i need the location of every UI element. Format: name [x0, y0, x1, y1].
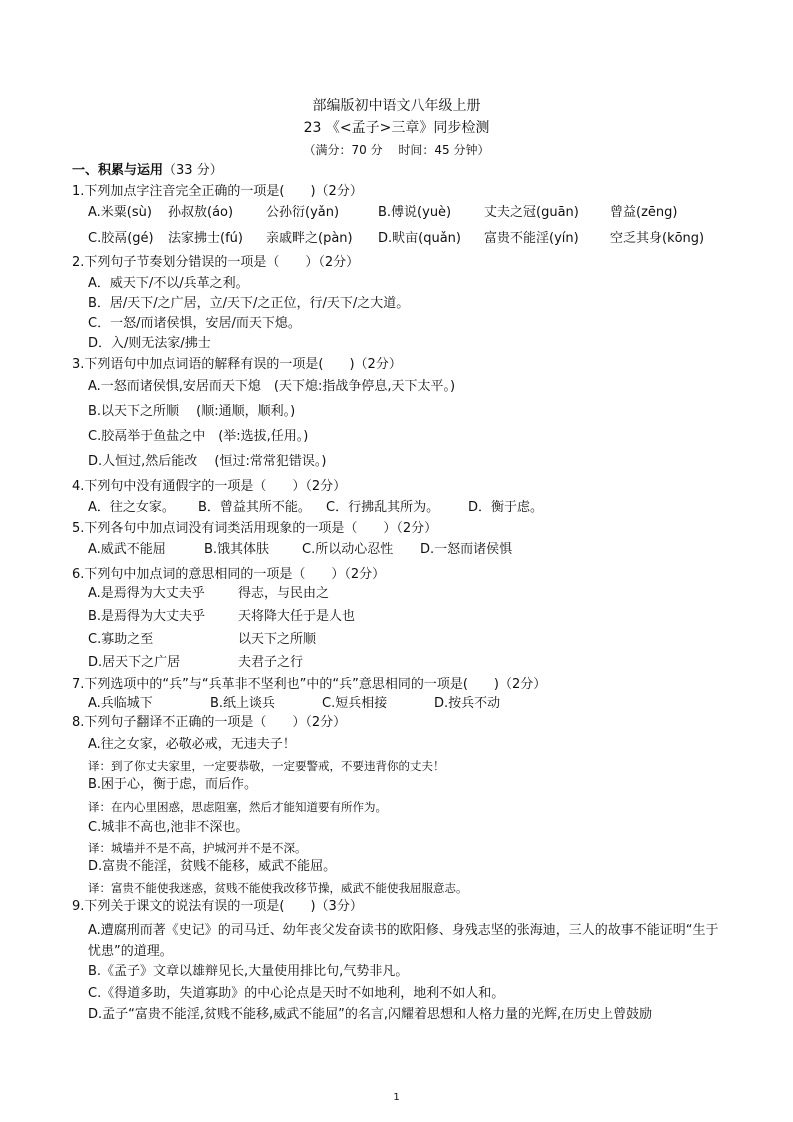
q8-source-sentence: A.往之女家，必敬必戒，无违夫子！	[88, 737, 296, 752]
q6-option-sentence: A.是焉得为大丈夫乎	[88, 586, 205, 601]
q6-option-row	[88, 655, 728, 671]
question-8-stem: 8.下列句子翻译不正确的一项是（ ）（2分）	[72, 715, 347, 730]
q1-item: 公孙衍(yǎn)	[266, 205, 340, 220]
q8-source-sentence: D.富贵不能淫，贫贱不能移，威武不能屈。	[88, 859, 337, 874]
q9-option-b: B.《孟子》文章以雄辩见长,大量使用排比句,气势非凡。	[88, 964, 409, 979]
q8-translation: 译：城墙并不是不高，护城河并不是不深。	[88, 841, 307, 855]
section-points: （33 分）	[163, 163, 223, 178]
question-7-stem: 7.下列选项中的“兵”与“兵革非不坚利也”中的“兵”意思相同的一项是( )（2分）	[72, 677, 547, 692]
q3-option: A.一怒而诸侯惧,安居而天下熄 (天下熄:指战争停息,天下太平。)	[88, 379, 456, 394]
q7-option: B.纸上谈兵	[210, 696, 276, 711]
q1-item: 孙叔敖(áo)	[168, 205, 234, 220]
question-1-stem: 1.下列加点字注音完全正确的一项是( )（2分）	[72, 184, 363, 199]
q3-option: C.胶鬲举于鱼盐之中 (举:选拔,任用。)	[88, 429, 309, 444]
q5-option: D.一怒而诸侯惧	[420, 542, 513, 557]
question-3-stem: 3.下列语句中加点词语的解释有误的一项是( )（2分）	[72, 357, 402, 372]
q6-option-sentence: C.寡助之至	[88, 632, 154, 647]
question-7-options	[88, 696, 728, 712]
q5-option: B.饿其体肤	[204, 542, 270, 557]
question-5-options	[88, 542, 728, 558]
q6-option-compare: 夫君子之行	[238, 655, 304, 670]
question-2-stem: 2.下列句子节奏划分错误的一项是（ ）（2分）	[72, 255, 360, 270]
q1-item: 丈夫之冠(guān)	[484, 205, 579, 220]
section-heading	[72, 163, 223, 179]
section-title: 一、积累与运用	[72, 163, 164, 178]
q4-option: C．行拂乱其所为。	[326, 500, 440, 515]
q6-option-compare: 以天下之所顺	[238, 632, 317, 647]
q2-option: B．居/天下/之广居，立/天下/之正位，行/天下/之大道。	[88, 296, 410, 311]
q9-option-d: D.孟子“富贵不能淫,贫贱不能移,威武不能屈”的名言,闪耀着思想和人格力量的光辉,在历史上曾鼓励	[88, 1007, 653, 1022]
q4-option: D．衡于虑。	[468, 500, 544, 515]
q3-option: D.人恒过,然后能改 (恒过:常常犯错误。)	[88, 454, 327, 469]
q6-option-compare: 得志，与民由之	[238, 586, 330, 601]
question-1-row-2	[88, 231, 728, 247]
q1-item: 富贵不能淫(yín)	[484, 231, 579, 246]
q2-option: C．一怒/而诸侯惧，安居/而天下熄。	[88, 316, 301, 331]
q1-item: C.胶鬲(gé)	[88, 231, 154, 246]
lesson-subtitle: 23 《<孟子>三章》同步检测	[303, 120, 490, 136]
q6-option-sentence: B.是焉得为大丈夫乎	[88, 609, 206, 624]
q9-option-c: C.《得道多助，失道寡助》的中心论点是天时不如地利，地利不如人和。	[88, 986, 505, 1001]
question-5-stem: 5.下列各句中加点词没有词类活用现象的一项是（ ）（2分）	[72, 521, 438, 536]
page-title: 部编版初中语文八年级上册	[312, 98, 481, 114]
q1-item: 曾益(zēng)	[610, 205, 678, 220]
q5-option: A.威武不能屈	[88, 542, 166, 557]
question-4-stem: 4.下列句中没有通假字的一项是（ ）（2分）	[72, 479, 347, 494]
q9-option-a: A.遭腐刑而著《史记》的司马迁、幼年丧父发奋读书的欧阳修、身残志坚的张海迪，三人的故事不能证明“生于忧患”的道理。	[88, 923, 719, 959]
q8-source-sentence: B.困于心，衡于虑，而后作。	[88, 777, 258, 792]
question-9-stem: 9.下列关于课文的说法有误的一项是( )（3分）	[72, 899, 363, 914]
question-1-row-1	[88, 205, 728, 221]
q8-translation: 译：富贵不能使我迷惑，贫贱不能使我改移节操，威武不能使我屈服意志。	[88, 881, 468, 895]
q4-option: A．往之女家。	[88, 500, 175, 515]
q8-translation: 译：在内心里困惑，思虑阻塞，然后才能知道要有所作为。	[88, 800, 387, 814]
question-6-stem: 6.下列句中加点词的意思相同的一项是（ ）（2分）	[72, 567, 386, 582]
q1-item: D.畎亩(quǎn)	[378, 231, 461, 246]
q8-translation: 译：到了你丈夫家里，一定要恭敬，一定要警戒，不要违背你的丈夫！	[88, 759, 445, 773]
q7-option: A.兵临城下	[88, 696, 153, 711]
q6-option-sentence: D.居天下之广居	[88, 655, 181, 670]
q6-option-row	[88, 609, 728, 625]
q1-item: A.米粟(sù)	[88, 205, 152, 220]
q8-source-sentence: C.城非不高也,池非不深也。	[88, 820, 249, 835]
q7-option: D.按兵不动	[434, 696, 501, 711]
q1-item: 亲戚畔之(pàn)	[266, 231, 353, 246]
q5-option: C.所以动心忍性	[302, 542, 394, 557]
score-time-info: （满分：70 分 时间：45 分钟）	[303, 143, 490, 157]
q2-option: A．威天下/不以/兵革之利。	[88, 276, 249, 291]
q4-option: B．曾益其所不能。	[198, 500, 311, 515]
q6-option-row	[88, 632, 728, 648]
q7-option: C.短兵相接	[322, 696, 388, 711]
q3-option: B.以天下之所顺 (顺:通顺，顺利。)	[88, 404, 296, 419]
q1-item: B.傅说(yuè)	[378, 205, 452, 220]
q1-item: 法家拂士(fú)	[168, 231, 243, 246]
question-4-options	[88, 500, 728, 516]
page-number: 1	[393, 1092, 400, 1103]
q6-option-compare: 天将降大任于是人也	[238, 609, 356, 624]
q2-option: D．入/则无法家/拂士	[88, 336, 211, 351]
q6-option-row	[88, 586, 728, 602]
q1-item: 空乏其身(kōng)	[610, 231, 705, 246]
